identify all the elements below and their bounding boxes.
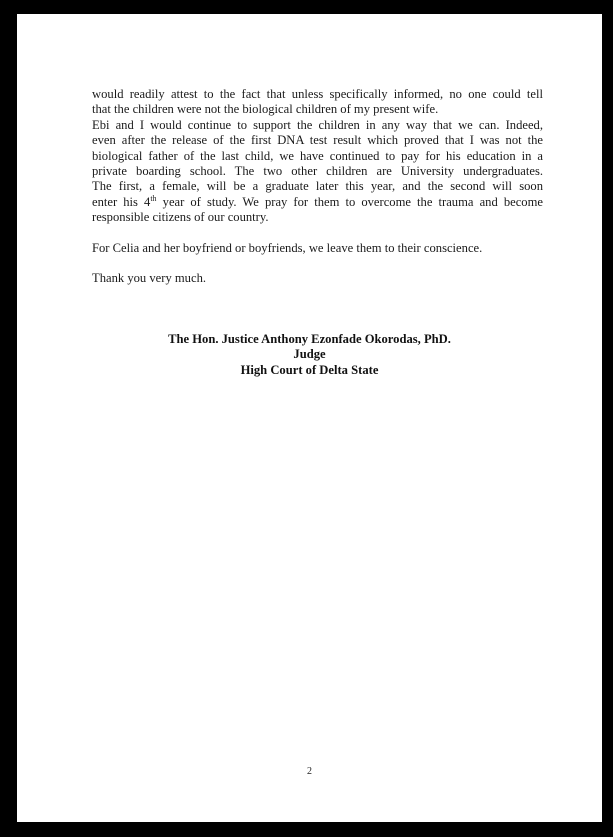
page-number: 2 (307, 766, 312, 777)
text-line: For Celia and her boyfriend or boyfriends, we leave them to their conscience. (92, 240, 483, 255)
signatory-title: Judge (293, 347, 326, 362)
signatory-name: The Hon. Justice Anthony Ezonfade Okorodas, PhD. (168, 332, 451, 346)
text-line: The first, a female, will be a graduate later this year, and the second will soon (92, 179, 543, 194)
text-line: responsible citizens of our country. (92, 210, 269, 225)
letter-body (92, 87, 543, 286)
paragraph-support (92, 118, 543, 226)
paragraph-spacer (92, 256, 543, 271)
text-line: even after the release of the first DNA test result which proved that I was not the (92, 133, 543, 148)
text-line: biological father of the last child, we have continued to pay for his education in a (92, 148, 543, 163)
ordinal-superscript: th (150, 193, 157, 203)
text-line-with-superscript (92, 195, 543, 210)
signature-block (17, 332, 602, 378)
text-line: private boarding school. The two other children are University undergraduates. (92, 164, 543, 179)
text-line: that the children were not the biological children of my present wife. (92, 102, 439, 117)
paragraph-spacer (92, 226, 543, 241)
paragraph-attestation (92, 87, 543, 118)
signatory-court: High Court of Delta State (240, 362, 379, 377)
text-line: Thank you very much. (92, 271, 207, 286)
paragraph-thanks (92, 271, 543, 286)
text-line: Ebi and I would continue to support the children in any way that we can. Indeed, (92, 117, 543, 132)
text-fragment: year of study. We pray for them to overcome the trauma and become (156, 194, 543, 209)
text-fragment: enter his 4 (92, 194, 151, 209)
paragraph-conscience (92, 241, 543, 256)
document-page (17, 14, 602, 822)
text-line: would readily attest to the fact that unless specifically informed, no one could tell (92, 87, 543, 101)
